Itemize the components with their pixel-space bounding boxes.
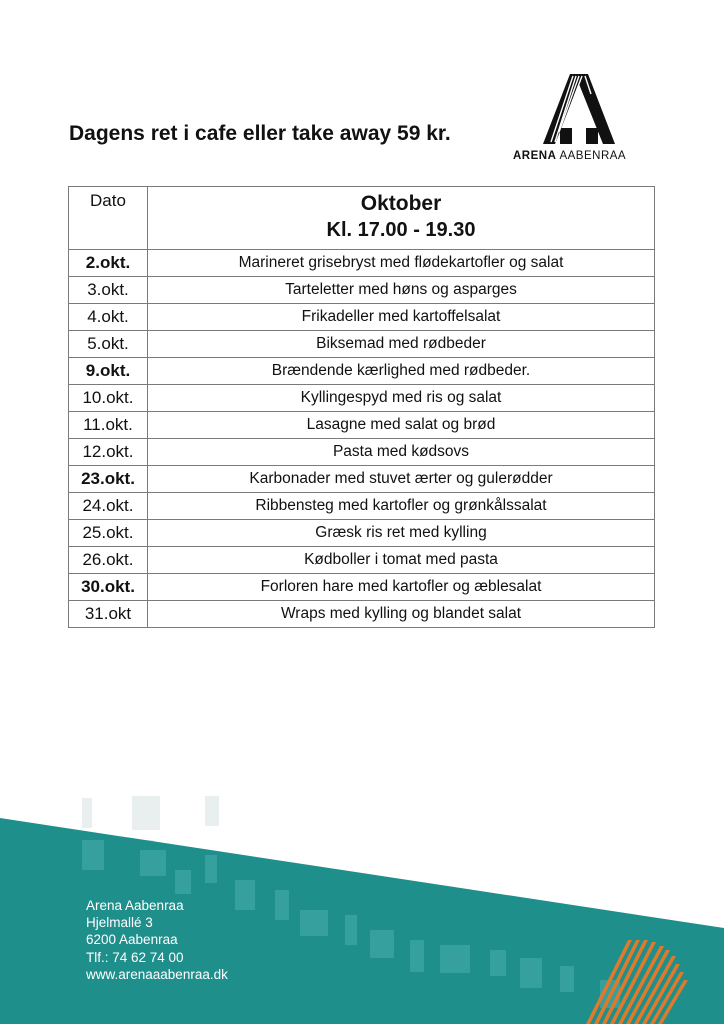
- month-header-cell: [148, 187, 655, 250]
- arena-logo-icon: [543, 74, 615, 144]
- footer-company-name: Arena Aabenraa: [86, 898, 184, 913]
- month-label: Oktober: [360, 192, 442, 215]
- menu-row-date: 11.okt.: [69, 412, 148, 439]
- menu-row-date: 5.okt.: [69, 331, 148, 358]
- menu-row-dish: Lasagne med salat og brød: [148, 412, 655, 439]
- menu-row-date: 2.okt.: [69, 250, 148, 277]
- menu-row-dish: Tarteletter med høns og asparges: [148, 277, 655, 304]
- menu-table-header: [69, 187, 655, 250]
- menu-row-date: 10.okt.: [69, 385, 148, 412]
- menu-row-date: 9.okt.: [69, 358, 148, 385]
- logo-brand: ARENA: [513, 150, 557, 162]
- menu-row: [69, 412, 655, 439]
- footer-website: www.arenaaabenraa.dk: [86, 966, 228, 982]
- menu-row-dish: Græsk ris ret med kylling: [148, 520, 655, 547]
- logo-wordmark: [513, 150, 626, 162]
- menu-row-date: 23.okt.: [69, 466, 148, 493]
- footer-phone: Tlf.: 74 62 74 00: [86, 949, 184, 965]
- footer-city: 6200 Aabenraa: [86, 932, 178, 948]
- menu-row: [69, 331, 655, 358]
- page-headline: Dagens ret i cafe eller take away 59 kr.: [69, 122, 451, 145]
- menu-row-date: 31.okt: [69, 601, 148, 628]
- menu-row: [69, 466, 655, 493]
- footer-street: Hjelmallé 3: [86, 915, 153, 931]
- menu-row-dish: Kyllingespyd med ris og salat: [148, 385, 655, 412]
- menu-row: [69, 493, 655, 520]
- menu-row-date: 12.okt.: [69, 439, 148, 466]
- menu-row-date: 4.okt.: [69, 304, 148, 331]
- menu-row-date: 3.okt.: [69, 277, 148, 304]
- menu-row-dish: Marineret grisebryst med flødekartofler og salat: [148, 250, 655, 277]
- menu-row: [69, 304, 655, 331]
- menu-row-dish: Frikadeller med kartoffelsalat: [148, 304, 655, 331]
- menu-row: [69, 385, 655, 412]
- menu-row: [69, 358, 655, 385]
- menu-row: [69, 277, 655, 304]
- menu-row-dish: Kødboller i tomat med pasta: [148, 547, 655, 574]
- menu-row-dish: Forloren hare med kartofler og æblesalat: [148, 574, 655, 601]
- menu-row: [69, 250, 655, 277]
- menu-row: [69, 574, 655, 601]
- menu-row-date: 25.okt.: [69, 520, 148, 547]
- arena-logo: [513, 74, 648, 164]
- menu-row: [69, 601, 655, 628]
- menu-row-dish: Brændende kærlighed med rødbeder.: [148, 358, 655, 385]
- menu-row-dish: Biksemad med rødbeder: [148, 331, 655, 358]
- menu-row: [69, 520, 655, 547]
- menu-row-dish: Karbonader med stuvet ærter og gulerødder: [148, 466, 655, 493]
- menu-row: [69, 547, 655, 574]
- menu-row-dish: Ribbensteg med kartofler og grønkålssalat: [148, 493, 655, 520]
- menu-row-date: 26.okt.: [69, 547, 148, 574]
- opening-hours: Kl. 17.00 - 19.30: [326, 219, 476, 241]
- menu-row-dish: Pasta med kødsovs: [148, 439, 655, 466]
- menu-table: [68, 186, 655, 628]
- footer-address: [86, 897, 228, 983]
- date-column-header: Dato: [69, 187, 148, 250]
- menu-row-date: 24.okt.: [69, 493, 148, 520]
- menu-row-date: 30.okt.: [69, 574, 148, 601]
- logo-location: AABENRAA: [559, 150, 627, 162]
- menu-row: [69, 439, 655, 466]
- menu-row-dish: Wraps med kylling og blandet salat: [148, 601, 655, 628]
